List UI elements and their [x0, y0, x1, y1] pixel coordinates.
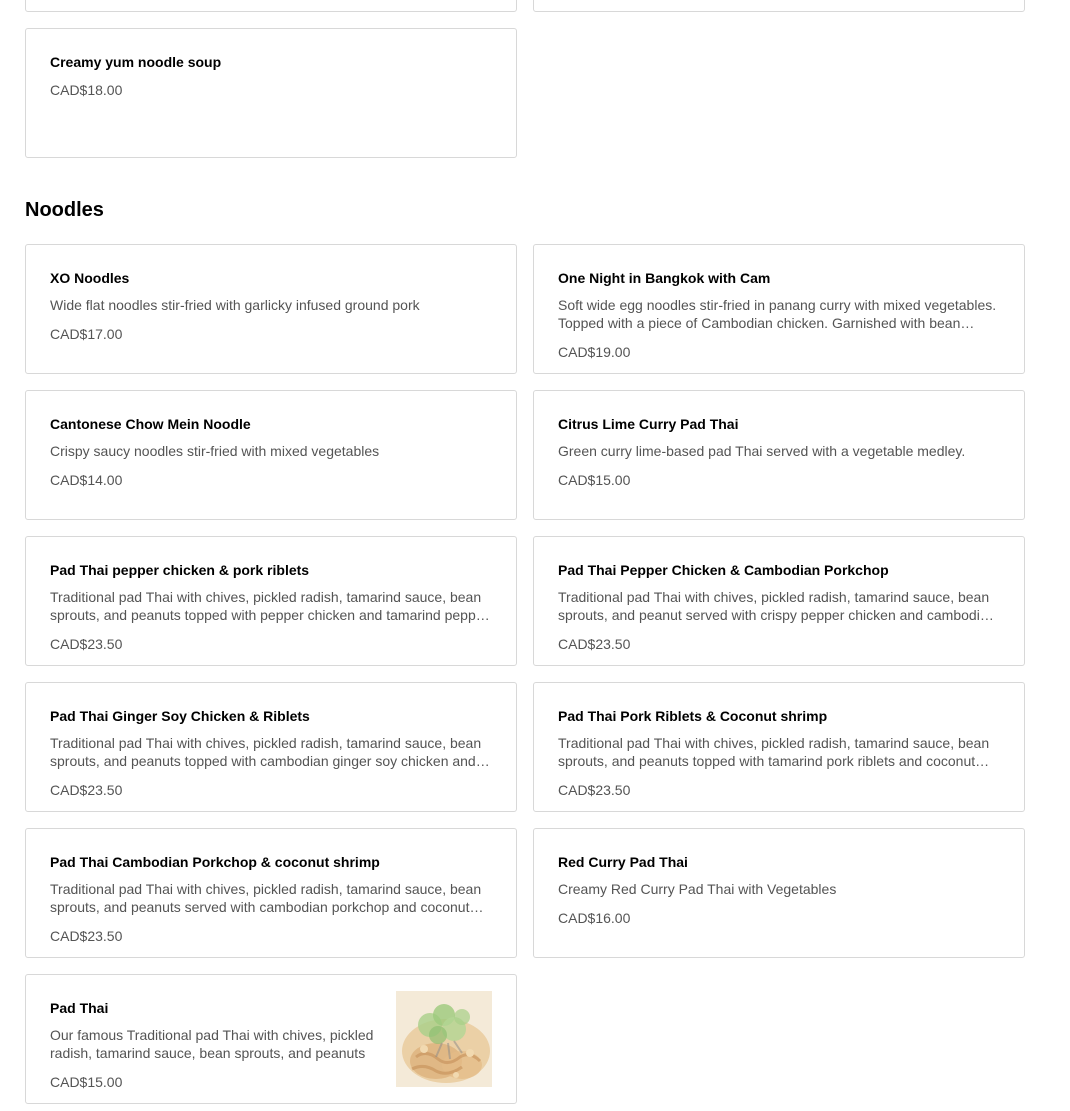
menu-item-price: CAD$14.00 [50, 472, 123, 488]
menu-item-price: CAD$19.00 [558, 344, 631, 360]
menu-item-card[interactable] [533, 244, 1025, 374]
menu-item-description: Traditional pad Thai with chives, pickled radish, tamarind sauce, bean sprouts, and peanut served with crispy pepper chicken and cambodian [558, 589, 996, 623]
menu-item-description: Creamy Red Curry Pad Thai with Vegetables [558, 881, 837, 897]
menu-item-price: CAD$16.00 [558, 910, 631, 926]
menu-item-description: Green curry lime-based pad Thai served with a vegetable medley. [558, 443, 966, 459]
menu-item-price: CAD$15.00 [558, 472, 631, 488]
menu-item-name: Red Curry Pad Thai [558, 854, 688, 870]
menu-item-name: Pad Thai Ginger Soy Chicken & Riblets [50, 708, 310, 724]
menu-item-name: Pad Thai Cambodian Porkchop & coconut shrimp [50, 854, 380, 870]
menu-item-name: Pad Thai pepper chicken & pork riblets [50, 562, 310, 578]
menu-item-card[interactable] [533, 682, 1025, 812]
menu-item-price: CAD$23.50 [558, 782, 631, 798]
menu-item-name: Pad Thai Pepper Chicken & Cambodian Porkchop [558, 562, 889, 578]
menu-item-price: CAD$23.50 [50, 636, 123, 652]
menu-item-card-partial-right[interactable] [533, 0, 1025, 12]
menu-item-name: One Night in Bangkok with Cam [558, 270, 771, 286]
menu-item-price: CAD$23.50 [50, 928, 123, 944]
menu-item-description: Soft wide egg noodles stir-fried in panang curry with mixed vegetables. Topped with a piece of Cambodian chicken. Garnished with bean [558, 297, 997, 331]
section-title-noodles: Noodles [25, 199, 104, 221]
menu-item-name: XO Noodles [50, 270, 130, 286]
menu-item-price: CAD$23.50 [50, 782, 123, 798]
menu-item-price: CAD$23.50 [558, 636, 631, 652]
menu-item-card[interactable] [25, 828, 517, 958]
menu-item-card[interactable] [25, 974, 517, 1104]
menu-item-name: Pad Thai Pork Riblets & Coconut shrimp [558, 708, 828, 724]
menu-item-description: Traditional pad Thai with chives, pickled radish, tamarind sauce, bean sprouts, and peanuts topped with tamarind pork riblets and coconut [558, 735, 990, 769]
menu-item-price: CAD$17.00 [50, 326, 123, 342]
menu-item-description: Crispy saucy noodles stir-fried with mixed vegetables [50, 443, 380, 459]
menu-item-card[interactable] [25, 244, 517, 374]
menu-item-description: Our famous Traditional pad Thai with chives, pickled radish, tamarind sauce, bean sprouts, and peanuts [50, 1027, 374, 1061]
menu-item-price: CAD$18.00 [50, 82, 123, 98]
pad-thai-photo [396, 991, 492, 1087]
menu-item-card[interactable] [533, 828, 1025, 958]
menu-item-card-partial-left[interactable] [25, 0, 517, 12]
menu-item-description: Wide flat noodles stir-fried with garlicky infused ground pork [50, 297, 420, 313]
menu-item-price: CAD$15.00 [50, 1074, 123, 1090]
menu-item-card[interactable] [25, 536, 517, 666]
menu-item-name: Pad Thai [50, 1000, 109, 1016]
menu-item-card[interactable] [533, 536, 1025, 666]
menu-item-card[interactable] [533, 390, 1025, 520]
menu-item-name: Creamy yum noodle soup [50, 54, 222, 70]
menu-item-name: Cantonese Chow Mein Noodle [50, 416, 251, 432]
menu-item-description: Traditional pad Thai with chives, pickled radish, tamarind sauce, bean sprouts, and peanuts served with cambodian porkchop and coconut [50, 881, 482, 915]
menu-item-card[interactable] [25, 28, 517, 158]
menu-item-card[interactable] [25, 682, 517, 812]
menu-item-description: Traditional pad Thai with chives, pickled radish, tamarind sauce, bean sprouts, and peanuts topped with cambodian ginger soy chicken and [50, 735, 482, 769]
menu-item-card[interactable] [25, 390, 517, 520]
menu-item-description: Traditional pad Thai with chives, pickled radish, tamarind sauce, bean sprouts, and peanuts topped with pepper chicken and tamarind pepper [50, 589, 489, 623]
menu-item-name: Citrus Lime Curry Pad Thai [558, 416, 739, 432]
